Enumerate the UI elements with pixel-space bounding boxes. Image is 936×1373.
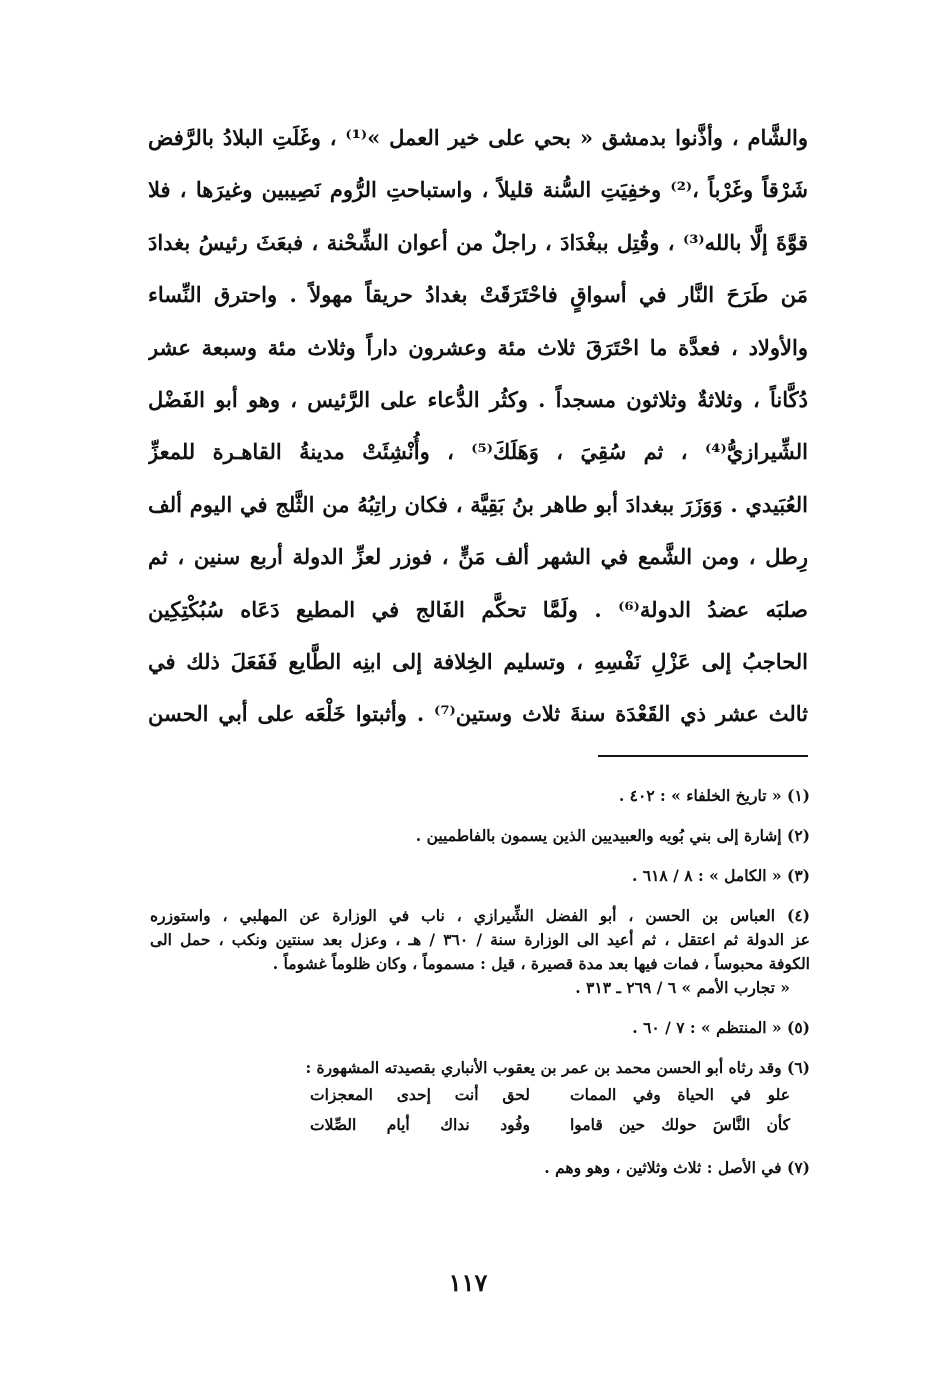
footnote-source: « تجارب الأمم » ٦ / ٢٦٩ ـ ٣١٣ . <box>575 978 790 997</box>
footnote-4 <box>150 904 810 1000</box>
footnote-7: (٧) في الأصل : ثلاث وثلاثين ، وهو وهم . <box>544 1158 810 1177</box>
footnote-1: (١) « تاريخ الخلفاء » : ٤٠٢ . <box>618 786 810 805</box>
text-line: والشَّام ، وأذَّنوا بدمشق « بحي على خير العمل »⁽¹⁾ ، وغَلَتِ البلادُ بالرَّفض <box>148 125 808 150</box>
footnote-separator <box>598 755 808 757</box>
footnote-5: (٥) « المنتظم » : ٧ / ٦٠ . <box>632 1018 810 1037</box>
poem-verse <box>150 1080 790 1110</box>
page-number: ١١٧ <box>448 1268 488 1297</box>
text-line: والأولاد ، فعدَّة ما احْتَرَقَ ثلاث مئة وعشرون داراً وثلاث مئة وسبعة عشر <box>148 334 808 360</box>
verse-first-hemistich: كأن النَّاسَ حولك حين قاموا <box>570 1115 790 1134</box>
poem-verse <box>150 1110 790 1140</box>
poem <box>150 1080 790 1140</box>
text-line: قوَّةَ إلَّا بالله⁽³⁾ ، وقُتِل ببغْدَادَ ، راجلٌ من أعوان الشِّحْنة ، فبعَثَ رئيسُ بغدادَ <box>148 229 808 255</box>
verse-second-hemistich: وفُود نداك أيام الصِّلات <box>310 1115 530 1134</box>
text-line: دُكَّاناً ، وثلاثةٌ وثلاثون مسجداً . وكثُر الدُّعاء على الرَّئيس ، وهو أبو الفَضْل <box>148 386 808 412</box>
text-line: مَن طَرَحَ النَّار في أسواقٍ فاحْتَرَقَتْ بغدادُ حريقاً مهولاً . واحترق النِّساء <box>148 282 808 308</box>
footnote-line: (٤) العباس بن الحسن ، أبو الفضل الشِّيرازي ، ناب في الوزارة عن المهلبي ، واستوزره <box>150 906 810 925</box>
footnote-2: (٢) إشارة إلى بني بُويه والعبيديين الذين يسمون بالفاطميين . <box>415 826 810 845</box>
text-line: رِطل ، ومن الشَّمع في الشهر ألف مَنٍّ ، فوزر لعزِّ الدولة أربع سنين ، ثم <box>148 544 808 570</box>
footnote-line: الكوفة محبوساً ، فمات فيها بعد مدة قصيرة ، قيل : مسموماً ، وكان ظلوماً غشوماً . <box>272 954 810 973</box>
text-line: العُبَيدي . وَوَزَرَ ببغدادَ أبو طاهر بنُ بَقِيَّة ، فكان راتِبُهُ من الثَّلج في اليوم ألف <box>148 491 808 517</box>
text-line: الحاجبُ إلى عَزْلِ نَفْسِهِ ، وتسليم الخِلافة إلى ابنِه الطَّايع فَفَعَلَ ذلك في <box>148 648 808 674</box>
text-line: ثالث عشر ذي القَعْدَة سنةَ ثلاث وستين⁽⁷⁾ . وأثبتوا خَلْعَه على أبي الحسن <box>148 701 808 727</box>
main-text <box>148 112 808 741</box>
text-line: صلبَه عضدُ الدولة⁽⁶⁾ . ولَمَّا تحكَّم الفَالج في المطيع دَعَاه سُبُكْتِكِين <box>148 596 808 622</box>
footnotes <box>150 784 810 1196</box>
footnote-6-intro: (٦) وقد رثاه أبو الحسن محمد بن عمر بن يعقوب الأنباري بقصيدته المشهورة : <box>305 1058 810 1077</box>
verse-second-hemistich: لحق أنت إحدى المعجزات <box>310 1085 530 1104</box>
footnote-6 <box>150 1056 810 1140</box>
verse-first-hemistich: علو في الحياة وفي الممات <box>570 1085 790 1104</box>
text-line: شَرْقاً وغَرْباً ،⁽²⁾ وخفِيَتِ السُّنة قليلاً ، واستباحتِ الرُّوم نَصِيبين وغيرَها ، فلا <box>148 177 808 203</box>
footnote-3: (٣) « الكامل » : ٨ / ٦١٨ . <box>631 866 810 885</box>
footnote-line: عز الدولة ثم اعتقل ، ثم أعيد الى الوزارة سنة / ٣٦٠ / هـ ، وعزل بعد سنتين ونكب ، حمل الى <box>150 930 810 949</box>
text-line: الشِّيرازيُّ⁽⁴⁾ ، ثم سُقِيَ ، وَهَلَكَ⁽⁵⁾ ، وأُنْشِئَتْ مدينةُ القاهـرة للمعزِّ <box>148 439 808 465</box>
